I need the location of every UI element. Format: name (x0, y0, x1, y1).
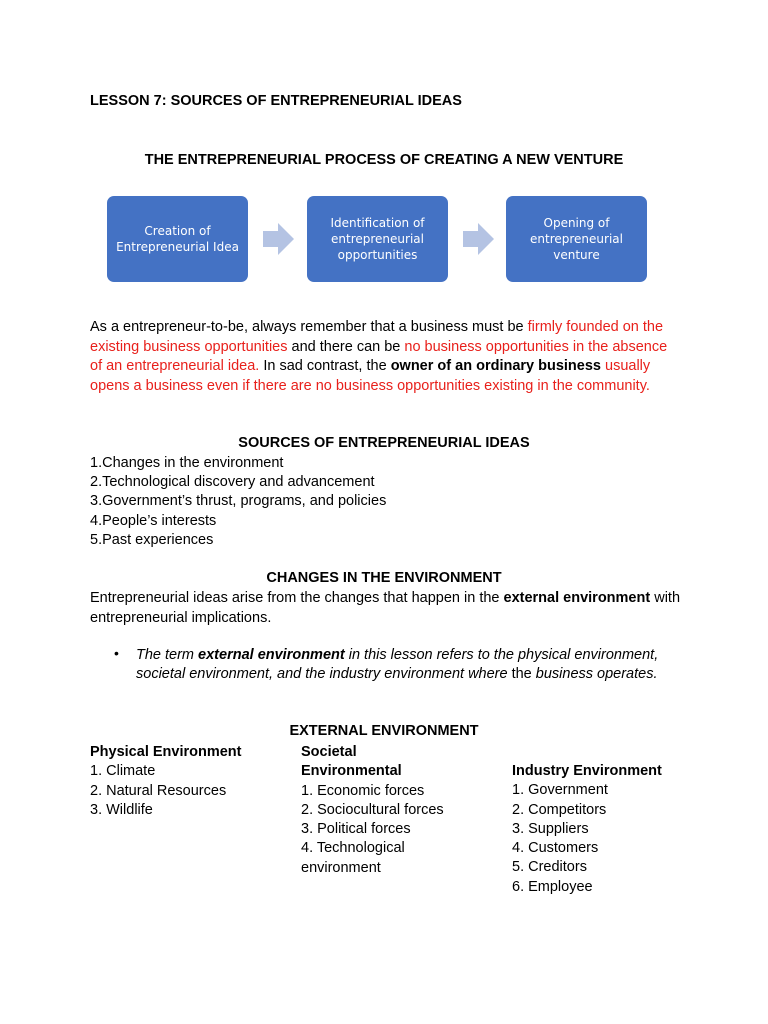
intro-paragraph (90, 318, 680, 396)
industry-environment-column (512, 762, 732, 897)
list-item: 2. Natural Resources (90, 782, 227, 799)
step-3-line-3: venture (553, 248, 600, 262)
arrow-right-icon (263, 223, 294, 255)
changes-text-2: with entrepreneurial implications. (90, 590, 681, 626)
list-item: 3. Political forces (301, 821, 411, 838)
changes-heading: CHANGES IN THE ENVIRONMENT (266, 570, 502, 586)
changes-text-1: Entrepreneurial ideas arise from the changes that happen in the (90, 590, 504, 606)
external-environment-note (136, 646, 676, 685)
list-item: 2. Competitors (512, 801, 607, 818)
physical-environment-column (90, 743, 290, 820)
societal-environment-title-line-2: Environmental (301, 763, 402, 780)
list-item: 2.Technological discovery and advancement (90, 474, 375, 491)
intro-highlight-1: firmly founded on the existing business opportunities (90, 319, 664, 355)
intro-text-2: and there can be (287, 338, 405, 355)
list-item: 1. Climate (90, 763, 156, 780)
bullet-icon: • (114, 645, 119, 661)
step-creation-box (107, 196, 248, 282)
list-item: 3. Suppliers (512, 820, 589, 837)
physical-environment-list (90, 762, 290, 820)
list-item: 4.People’s interests (90, 512, 217, 529)
intro-highlight-2: no business opportunities in the absence of an entrepreneurial idea. (90, 338, 668, 374)
step-2-line-3: opportunities (337, 248, 418, 262)
list-item: 6. Employee (512, 878, 593, 895)
step-opening-box (506, 196, 647, 282)
changes-paragraph (90, 589, 690, 628)
list-item: 2. Sociocultural forces (301, 801, 444, 818)
note-text-1: The term (136, 647, 199, 663)
step-1-line-1: Creation of (144, 224, 211, 238)
note-text-2: in this lesson refers to the physical environment, societal environment, and the industry environment where (136, 647, 659, 683)
note-bold-1: external environment (198, 647, 345, 663)
sources-heading: SOURCES OF ENTREPRENEURIAL IDEAS (238, 435, 530, 451)
step-1-line-2: Entrepreneurial Idea (116, 240, 239, 254)
intro-bold-1: owner of an ordinary business (390, 358, 601, 374)
step-2-line-2: entrepreneurial (331, 232, 424, 246)
list-item: 1.Changes in the environment (90, 455, 284, 471)
list-item: 4. Customers (512, 840, 599, 857)
intro-text-1: As a entrepreneur-to-be, always remember that a business must be (90, 319, 528, 335)
arrow-right-icon (463, 223, 494, 255)
physical-environment-title: Physical Environment (90, 744, 242, 760)
societal-environment-list (301, 782, 501, 878)
step-identification-box (307, 196, 448, 282)
process-flow-diagram (107, 196, 647, 282)
note-text-4: business operates. (535, 666, 658, 683)
list-item: 3.Government’s thrust, programs, and policies (90, 493, 387, 510)
list-item: 1. Economic forces (301, 782, 425, 799)
sources-list (90, 454, 386, 550)
step-3-line-2: entrepreneurial (530, 232, 623, 246)
list-item: 1. Government (512, 782, 608, 799)
list-item: 3. Wildlife (90, 801, 153, 818)
changes-bold-1: external environment (503, 590, 651, 606)
lesson-title: LESSON 7: SOURCES OF ENTREPRENEURIAL IDEAS (90, 93, 462, 109)
process-title: THE ENTREPRENEURIAL PROCESS OF CREATING A NEW VENTURE (144, 152, 624, 168)
external-environment-heading: EXTERNAL ENVIRONMENT (289, 723, 479, 739)
societal-environment-column (301, 743, 501, 878)
intro-highlight-3: usually opens a business even if there are no business opportunities existing in the community. (90, 358, 651, 394)
note-text-3: the (507, 666, 536, 683)
list-item: 4. Technological (301, 840, 405, 857)
list-item: environment (301, 859, 381, 876)
step-3-line-1: Opening of (543, 216, 610, 230)
list-item: 5. Creditors (512, 859, 587, 876)
list-item: 5.Past experiences (90, 531, 214, 548)
step-2-line-1: Identification of (330, 216, 425, 230)
intro-text-3: In sad contrast, the (259, 358, 391, 374)
industry-environment-title: Industry Environment (512, 763, 662, 779)
industry-environment-list (512, 781, 732, 897)
societal-environment-title-line-1: Societal (301, 744, 357, 760)
